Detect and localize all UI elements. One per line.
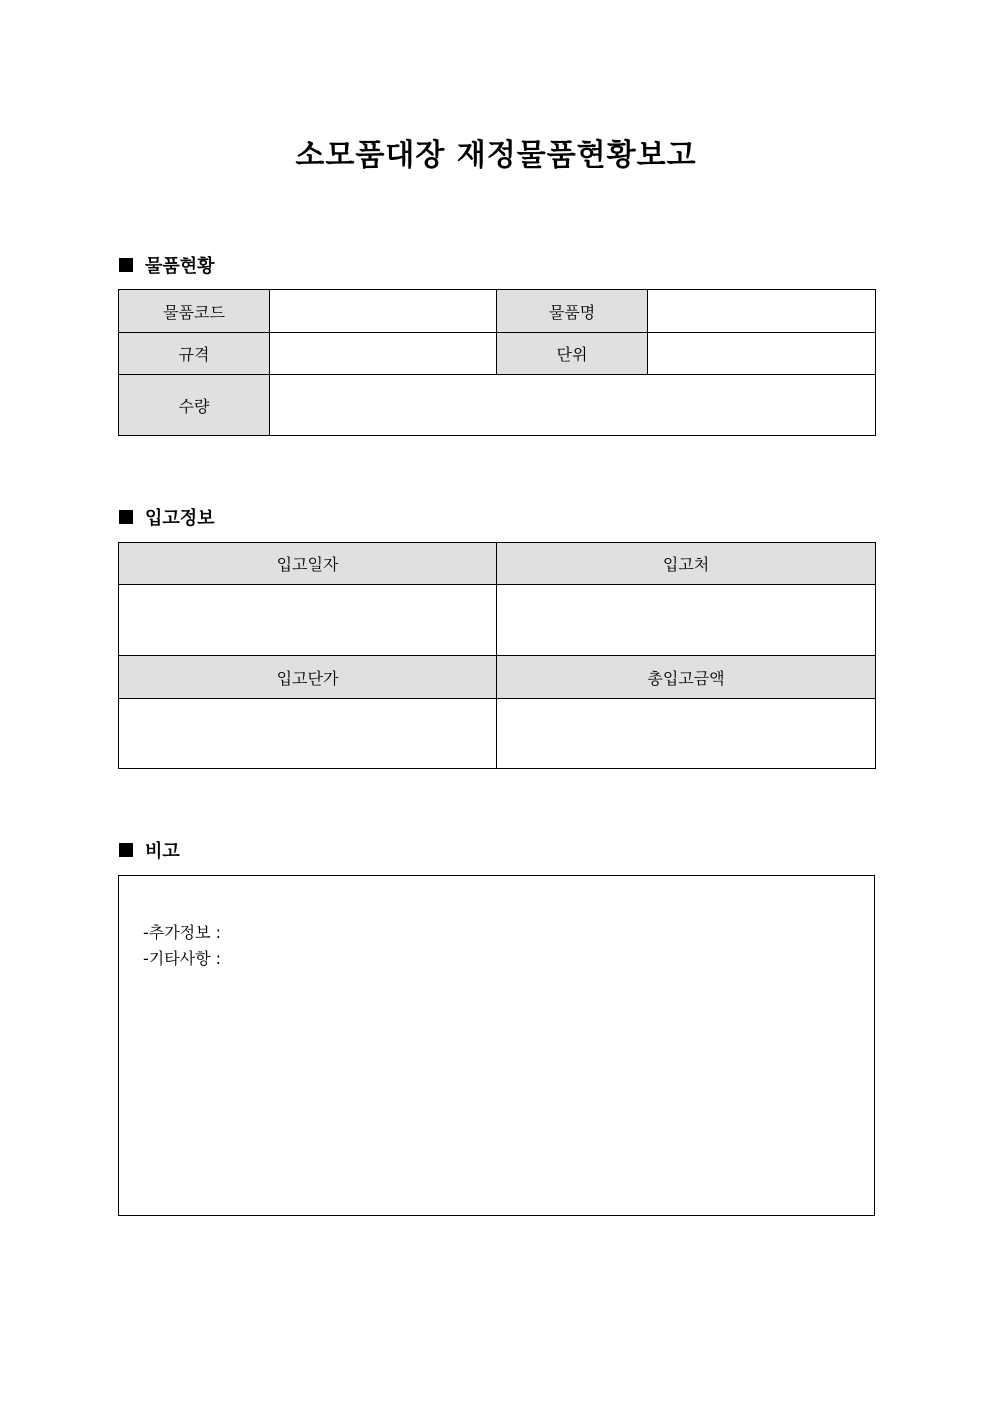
- remarks-additional-info: -추가정보 :: [143, 923, 222, 942]
- remarks-heading-text: 비고: [145, 841, 180, 862]
- item-code-value[interactable]: [270, 290, 497, 333]
- receipt-source-value[interactable]: [497, 585, 876, 656]
- square-bullet-icon: [119, 258, 133, 272]
- item-status-heading-text: 물품현황: [145, 256, 215, 277]
- remarks-other-notes: -기타사항 :: [143, 949, 222, 968]
- remarks-heading: [119, 838, 180, 862]
- receipt-info-heading-text: 입고정보: [145, 508, 215, 529]
- spec-value[interactable]: [270, 333, 497, 375]
- receipt-date-value[interactable]: [119, 585, 497, 656]
- spec-label: 규격: [119, 333, 270, 375]
- square-bullet-icon: [119, 510, 133, 524]
- quantity-value[interactable]: [270, 375, 876, 436]
- item-code-label: 물품코드: [119, 290, 270, 333]
- remarks-box[interactable]: [118, 875, 875, 1216]
- unit-value[interactable]: [648, 333, 876, 375]
- quantity-label: 수량: [119, 375, 270, 436]
- item-name-label: 물품명: [497, 290, 648, 333]
- item-status-heading: [119, 253, 215, 277]
- unit-label: 단위: [497, 333, 648, 375]
- unit-price-value[interactable]: [119, 699, 497, 769]
- total-amount-value[interactable]: [497, 699, 876, 769]
- item-status-table: [118, 289, 876, 436]
- receipt-info-heading: [119, 505, 215, 529]
- document-title: 소모품대장 재정물품현황보고: [295, 138, 697, 173]
- receipt-info-table: [118, 542, 876, 769]
- item-name-value[interactable]: [648, 290, 876, 333]
- receipt-source-label: 입고처: [497, 543, 876, 585]
- receipt-date-label: 입고일자: [119, 543, 497, 585]
- square-bullet-icon: [119, 843, 133, 857]
- total-amount-label: 총입고금액: [497, 656, 876, 699]
- unit-price-label: 입고단가: [119, 656, 497, 699]
